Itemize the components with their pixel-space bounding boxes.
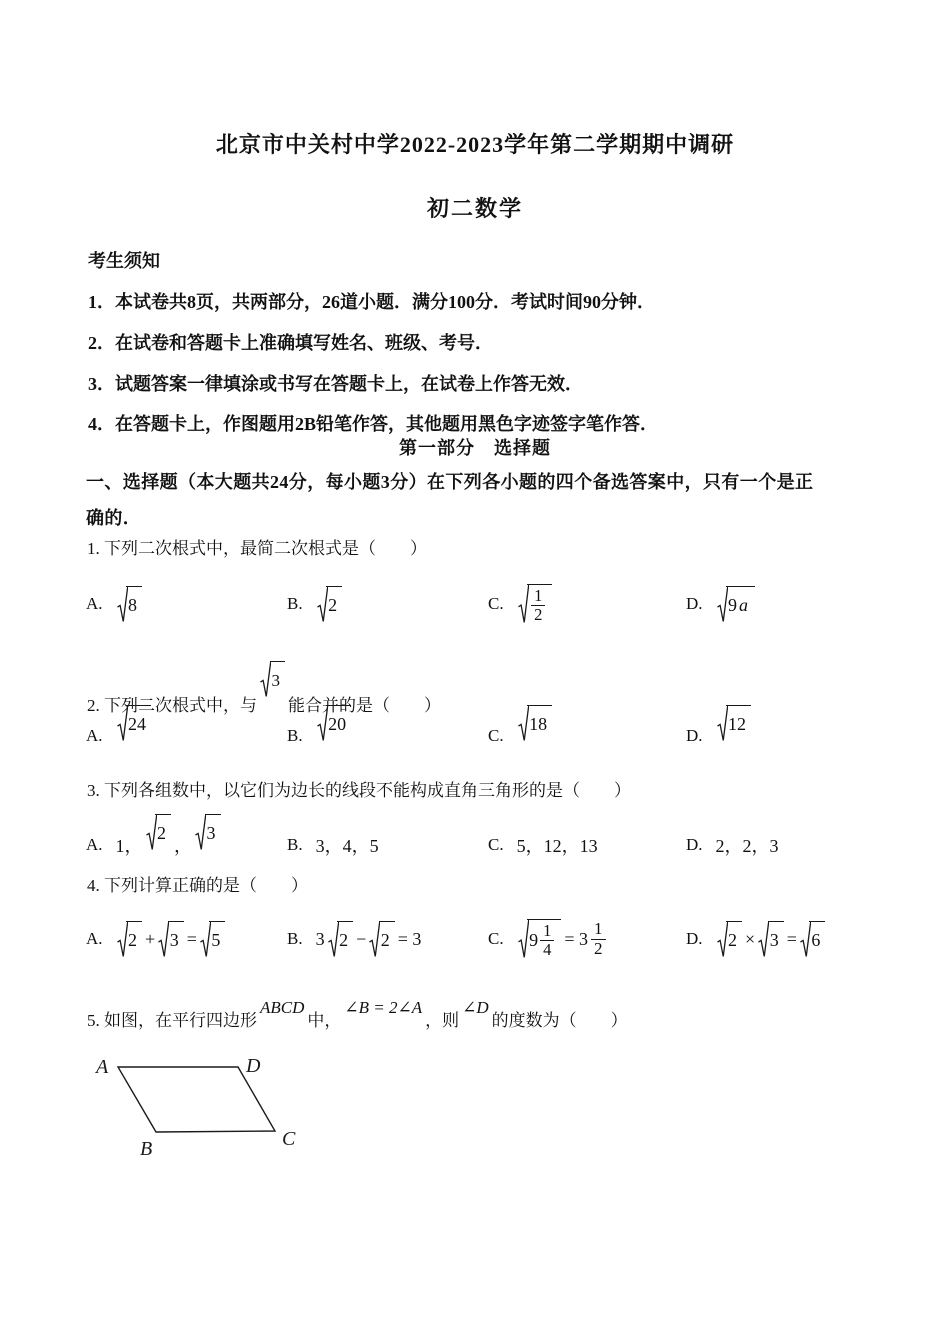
vertex-label-b: B (140, 1138, 153, 1160)
option-body (516, 584, 555, 624)
question-1-stem (86, 534, 428, 559)
sqrt-expression: 12 (717, 705, 752, 742)
notice-item-1: 1．本试卷共8页，共两部分，26道小题．满分100分．考试时间90分钟． (88, 292, 655, 312)
option-body (115, 714, 154, 755)
math-text: 1. 下列二次根式中，最简二次根式是（ ） (87, 539, 427, 558)
vertex-label-a: A (96, 1056, 109, 1078)
option-label: C. (488, 594, 504, 613)
math-text: 5，12，13 (516, 836, 598, 856)
question-5-stem (86, 998, 629, 1031)
sqrt-expression: 2 (317, 586, 343, 623)
sqrt-expression: 2 (369, 921, 395, 958)
sqrt-expression: 6 (800, 921, 826, 958)
sqrt-expression: 2 (717, 921, 743, 958)
sqrt-expression: 8 (117, 586, 143, 623)
question-3-option-c (488, 820, 599, 870)
math-text: × (745, 928, 756, 949)
sqrt-expression: 5 (200, 921, 226, 958)
option-label: C. (488, 929, 504, 948)
sqrt-expression: 9 $\frac{1}{4}$ (518, 919, 562, 959)
sqrt-expression: 3 (158, 921, 184, 958)
vertex-label-d: D (246, 1055, 261, 1077)
math-text: 能合并的是（ ） (288, 695, 441, 715)
option-body (715, 586, 758, 623)
math-text: 1， (115, 836, 143, 856)
question-1-option-b (287, 566, 344, 642)
math-text: 中， (307, 1011, 342, 1030)
question-1-option-a (86, 566, 144, 642)
option-label: A. (86, 726, 103, 745)
option-label: C. (488, 835, 504, 854)
sqrt-expression: 3 (260, 661, 285, 698)
option-label: A. (86, 835, 103, 854)
exam-title: 北京市中关村中学2022-2023学年第二学期期中调研 (215, 132, 735, 157)
sqrt-expression: 9 a (717, 586, 756, 623)
option-label: B. (287, 835, 303, 854)
question-2-options (86, 710, 950, 762)
math-text: 5. 如图，在平行四边形 (87, 1011, 257, 1030)
math-italic: ∠B = 2∠A (344, 998, 423, 1017)
option-label: B. (287, 726, 303, 745)
question-5-figure (70, 1042, 350, 1162)
question-2-option-c (488, 710, 554, 762)
exam-subtitle: 初二数学 (426, 196, 523, 221)
section1-intro-line-1: 一、选择题（本大题共24分，每小题3分）在下列各小题的四个备选答案中，只有一个是正 (86, 472, 814, 492)
sqrt-expression: 20 (317, 705, 352, 742)
math-text: = 3 (397, 928, 422, 949)
math-text: ，则 (425, 1011, 460, 1030)
option-body (516, 714, 555, 755)
question-3-stem (86, 776, 632, 801)
math-italic: ABCD (260, 998, 305, 1017)
option-body (516, 919, 608, 959)
option-body (715, 832, 780, 858)
sqrt-expression: 2 (328, 921, 354, 958)
question-2-option-a (86, 710, 153, 762)
math-text: 3 (315, 928, 325, 949)
math-text: 4. 下列计算正确的是（ ） (87, 876, 308, 895)
option-body (315, 586, 345, 623)
question-4-options (86, 898, 950, 980)
notice-item-4: 4．在答题卡上，作图题用2B铅笔作答，其他题用黑色字迹签字笔作答． (88, 414, 659, 434)
notice-heading: 考生须知 (88, 251, 160, 271)
math-italic: ∠D (462, 998, 489, 1017)
sqrt-expression (518, 584, 553, 624)
option-label: D. (686, 835, 703, 854)
math-text: = 3 (564, 928, 589, 949)
option-body (715, 921, 828, 958)
notice-item-2: 2．在试卷和答题卡上准确填写姓名、班级、考号． (88, 333, 493, 353)
question-4-stem (86, 871, 309, 896)
math-text: = (786, 928, 797, 949)
question-3-option-d (686, 820, 780, 870)
option-label: D. (686, 929, 703, 948)
question-4-option-b (287, 898, 422, 980)
math-text: ， (174, 836, 193, 856)
fraction: $\frac{1}{4}$ (540, 922, 554, 959)
math-text: 2. 下列二次根式中，与 (87, 695, 257, 715)
math-text: 3，4，5 (315, 836, 379, 856)
question-3-option-a (86, 820, 223, 870)
notice-item-3: 3．试题答案一律填涂或书写在答题卡上，在试卷上作答无效． (88, 374, 583, 394)
math-text: 的度数为（ ） (491, 1011, 628, 1030)
question-3-option-b (287, 820, 380, 870)
question-2-option-b (287, 710, 353, 762)
option-label: D. (686, 594, 703, 613)
question-1-option-c (488, 566, 554, 642)
part1-heading: 第一部分 选择题 (399, 438, 551, 458)
option-label: A. (86, 929, 103, 948)
math-text: 3. 下列各组数中，以它们为边长的线段不能构成直角三角形的是（ ） (87, 781, 631, 800)
option-label: B. (287, 929, 303, 948)
option-body (115, 921, 228, 958)
section1-intro-line-2: 确的． (86, 508, 142, 528)
option-body (315, 714, 354, 755)
sqrt-expression: 3 (195, 814, 221, 851)
sqrt-expression: 2 (146, 814, 172, 851)
option-body (315, 832, 380, 858)
math-text: 2，2，3 (715, 836, 779, 856)
question-4-option-d (686, 898, 827, 980)
question-1-options (86, 566, 950, 642)
math-text: + (145, 928, 156, 949)
option-body (315, 921, 423, 958)
option-label: D. (686, 726, 703, 745)
sqrt-expression: 18 (518, 705, 553, 742)
question-4-option-a (86, 898, 227, 980)
sqrt-expression: 24 (117, 705, 152, 742)
option-label: B. (287, 594, 303, 613)
option-body (115, 823, 223, 864)
fraction: $\frac{1}{2}$ (531, 587, 545, 624)
option-label: A. (86, 594, 103, 613)
sqrt-expression: 2 (117, 921, 143, 958)
math-text: = (186, 928, 197, 949)
option-body (115, 586, 145, 623)
vertex-label-c: C (282, 1128, 296, 1150)
option-body (516, 832, 599, 858)
sqrt-expression: 3 (758, 921, 784, 958)
fraction: $\frac{1}{2}$ (591, 920, 606, 958)
question-4-option-c (488, 898, 608, 980)
question-3-options (86, 820, 950, 870)
question-1-option-d (686, 566, 757, 642)
math-text: − (356, 928, 367, 949)
option-label: C. (488, 726, 504, 745)
question-2-option-d (686, 710, 753, 762)
option-body (715, 714, 754, 755)
